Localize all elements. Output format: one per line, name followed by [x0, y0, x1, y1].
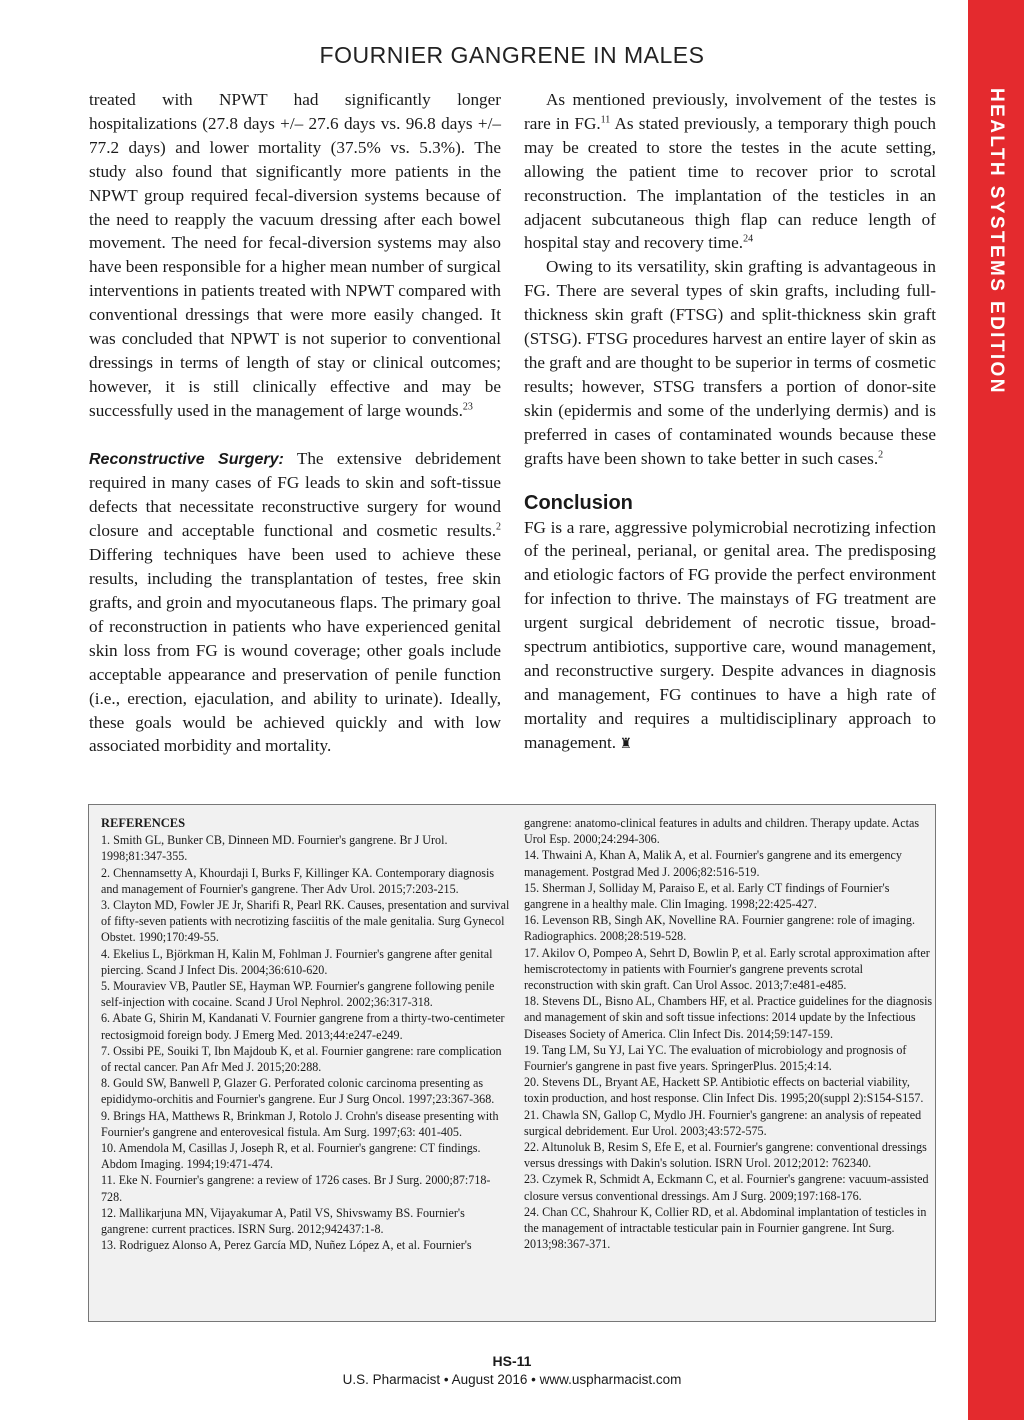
paragraph-text: As mentioned previously, involvement of the testes is rare in FG.	[524, 90, 936, 133]
reference-item: 12. Mallikarjuna MN, Vijayakumar A, Patil VS, Shivswamy BS. Fournier's gangrene: current practices. ISRN Surg. 2012;942437:1-8.	[101, 1205, 465, 1237]
reference-item: 8. Gould SW, Banwell P, Glazer G. Perforated colonic carcinoma presenting as epididymo-orchitis and Fournier's gangrene. Eur J Surg Oncol. 1997;23:367-368.	[101, 1076, 495, 1107]
reference-item: 19. Tang LM, Su YJ, Lai YC. The evaluation of microbiology and prognosis of Fournier's gangrene in past five years. SpringerPlus. 2015;4:14.	[524, 1042, 907, 1074]
paragraph-text: FG is a rare, aggressive polymicrobial necrotizing infection of the perineal, perianal, or genital area. The predisposing and etiologic factors of FG provide the perfect environment for infection to thrive. The mainstays of FG treatment are urgent surgical debridement of necrotic tissue, broad-spectrum antibiotics, supportive care, wound management, and reconstructive surgery. Despite advances in diagnosis and management, FG continues to have a high rate of mortality and requires a multidisciplinary approach to management.	[524, 517, 936, 752]
paragraph-npwt	[89, 88, 501, 423]
reference-item: 14. Thwaini A, Khan A, Malik A, et al. Fournier's gangrene and its emergency management. Postgrad Med J. 2006;82:516-519.	[524, 848, 902, 879]
reference-item: 5. Mouraviev VB, Pautler SE, Hayman WP. Fournier's gangrene following penile self-injection with cocaine. Scand J Urol Nephrol. 2002;36:317-318.	[101, 979, 495, 1010]
paragraph-text: treated with NPWT had significantly longer hospitalizations (27.8 days +/– 27.6 days vs. 96.8 days +/– 77.2 days) and lower mortality (37.5% vs. 5.3%). The study also found that significantly more patients in the NPWT group required fecal-diversion systems because of the need to reapply the vacuum dressing after each bowel movement. The need for fecal-diversion systems may also have been responsible for a higher mean number of surgical interventions in patients treated with NPWT compared with conventional dressings that were more easily changed. It was concluded that NPWT is not superior to conventional dressings in terms of length of stay or clinical outcomes; however, it is still clinically effective and may be successfully used in the management of large wounds.	[89, 90, 501, 420]
reference-item: 23. Czymek R, Schmidt A, Eckmann C, et al. Fournier's gangrene: vacuum-assisted closure versus conventional dressings. Am J Surg. 2009;197:168-176.	[524, 1172, 929, 1203]
paragraph-testes	[524, 88, 936, 255]
paragraph-skin-grafting	[524, 255, 936, 470]
reference-item: 13. Rodriguez Alonso A, Perez García MD, Nuñez López A, et al. Fournier's	[101, 1238, 472, 1253]
reference-item: 17. Akilov O, Pompeo A, Sehrt D, Bowlin P, et al. Early scrotal approximation after hemiscrotectomy in patients with Fournier's gangrene prevents scrotal reconstruction with skin graft. Can Urol Assoc. 2013;7:e481-e485.	[524, 945, 930, 993]
right-column	[524, 88, 936, 757]
paragraph-reconstructive-surgery	[89, 447, 501, 759]
reference-item: 21. Chawla SN, Gallop C, Mydlo JH. Fournier's gangrene: an analysis of repeated surgical debridement. Eur Urol. 2003;43:572-575.	[524, 1107, 922, 1138]
reference-item: 4. Ekelius L, Björkman H, Kalin M, Fohlman J. Fournier's gangrene after genital piercing. Scand J Infect Dis. 2004;36:610-620.	[101, 946, 493, 977]
citation: 2	[496, 521, 501, 533]
references-box	[88, 804, 936, 1322]
citation: 2	[878, 448, 884, 460]
paragraph-text: Owing to its versatility, skin grafting is advantageous in FG. There are several types of skin grafts, including full-thickness skin graft (FTSG) and split-thickness skin graft (STSG). FTSG procedures harvest an entire layer of skin as the graft and are thought to be superior in terms of cosmetic results; however, STSG transfers a portion of donor-site skin (epidermis and some of the underlying dermis) and is preferred in cases of contaminated wounds because these grafts have been shown to take better in such cases.	[524, 257, 936, 468]
reference-item: 22. Altunoluk B, Resim S, Efe E, et al. Fournier's gangrene: conventional dressings versus dressings with Dakin's solution. ISRN Urol. 2012;2012: 762340.	[524, 1140, 927, 1171]
reference-item: 24. Chan CC, Shahrour K, Collier RD, et al. Abdominal implantation of testicles in the management of intractable testicular pain in Fournier gangrene. Int Surg. 2013;98:367-371.	[524, 1204, 927, 1252]
sidebar-label: HEALTH SYSTEMS EDITION	[986, 88, 1007, 395]
reference-item: 16. Levenson RB, Singh AK, Novelline RA. Fournier gangrene: role of imaging. Radiographics. 2008;28:519-528.	[524, 913, 915, 944]
references-heading: REFERENCES	[101, 816, 186, 830]
paragraph-text: As stated previously, a temporary thigh pouch may be created to store the testes in the acute setting, allowing the patient time to recover prior to scrotal reconstruction. The implantation of the testicles in an adjacent subcutaneous thigh flap can reduce length of hospital stay and recovery time.	[524, 113, 937, 253]
reference-item: 9. Brings HA, Matthews R, Brinkman J, Rotolo J. Crohn's disease presenting with Fournier's gangrene and enterovesical fistula. Am Surg. 1997;63: 401-405.	[101, 1108, 499, 1139]
runin-heading: Reconstructive Surgery:	[89, 450, 284, 468]
reference-item: gangrene: anatomo-clinical features in adults and children. Therapy update. Actas Urol Esp. 2000;24:294-306.	[524, 816, 920, 847]
end-mark-icon: ♜	[616, 736, 633, 752]
reference-item: 18. Stevens DL, Bisno AL, Chambers HF, et al. Practice guidelines for the diagnosis and management of skin and soft tissue infections: 2014 update by the Infectious Diseases Society of America. Clin Infect Dis. 2014;59:147-159.	[524, 994, 933, 1041]
paragraph-conclusion	[524, 516, 936, 757]
citation: 11	[600, 114, 611, 126]
references-right-column	[524, 815, 934, 1252]
citation: 24	[743, 233, 754, 245]
footer-publication: U.S. Pharmacist • August 2016 • www.uspharmacist.com	[342, 1372, 682, 1387]
conclusion-heading: Conclusion	[524, 491, 633, 514]
reference-item: 10. Amendola M, Casillas J, Joseph R, et al. Fournier's gangrene: CT findings. Abdom Imaging. 1994;19:471-474.	[101, 1141, 481, 1172]
paragraph-text: The extensive debridement required in many cases of FG leads to skin and soft-tissue defects that necessitate reconstructive surgery for wound closure and acceptable functional and cosmetic results.	[89, 448, 501, 541]
left-column	[89, 88, 501, 758]
reference-item: 15. Sherman J, Solliday M, Paraiso E, et al. Early CT findings of Fournier's gangrene in a healthy male. Clin Imaging. 1998;22:425-427.	[524, 880, 890, 912]
reference-item: 2. Chennamsetty A, Khourdaji I, Burks F, Killinger KA. Contemporary diagnosis and management of Fournier's gangrene. Ther Adv Urol. 2015;7:203-215.	[101, 865, 495, 896]
reference-item: 20. Stevens DL, Bryant AE, Hackett SP. Antibiotic effects on bacterial viability, toxin production, and host response. Clin Infect Dis. 1995;20(suppl 2):S154-S157.	[524, 1075, 924, 1106]
page-number: HS-11	[492, 1353, 532, 1369]
references-left-column	[101, 815, 511, 1253]
reference-item: 6. Abate G, Shirin M, Kandanati V. Fournier gangrene from a thirty-two-centimeter rectosigmoid foreign body. J Emerg Med. 2013;44:e247-e249.	[101, 1011, 505, 1042]
running-title: FOURNIER GANGRENE IN MALES	[319, 42, 705, 68]
reference-item: 3. Clayton MD, Fowler JE Jr, Sharifi R, Pearl RK. Causes, presentation and survival of fifty-seven patients with necrotizing fasciitis of the male genitalia. Surg Gynecol Obstet. 1990;170:49-55.	[101, 898, 510, 945]
citation: 23	[462, 401, 473, 413]
reference-item: 1. Smith GL, Bunker CB, Dinneen MD. Fournier's gangrene. Br J Urol. 1998;81:347-355.	[101, 833, 448, 864]
reference-item: 7. Ossibi PE, Souiki T, Ibn Majdoub K, et al. Fournier gangrene: rare complication of rectal cancer. Pan Afr Med J. 2015;20:288.	[101, 1043, 502, 1075]
paragraph-text: Differing techniques have been used to achieve these results, including the transplantation of testes, free skin grafts, and groin and myocutaneous flaps. The primary goal of reconstruction in patients who have experienced genital skin loss from FG is wound coverage; other goals include acceptable appearance and preservation of penile function (i.e., erection, ejaculation, and ability to urinate). Ideally, these goals would be achieved quickly and with low associated morbidity and mortality.	[89, 545, 501, 756]
reference-item: 11. Eke N. Fournier's gangrene: a review of 1726 cases. Br J Surg. 2000;87:718-728.	[101, 1173, 491, 1204]
